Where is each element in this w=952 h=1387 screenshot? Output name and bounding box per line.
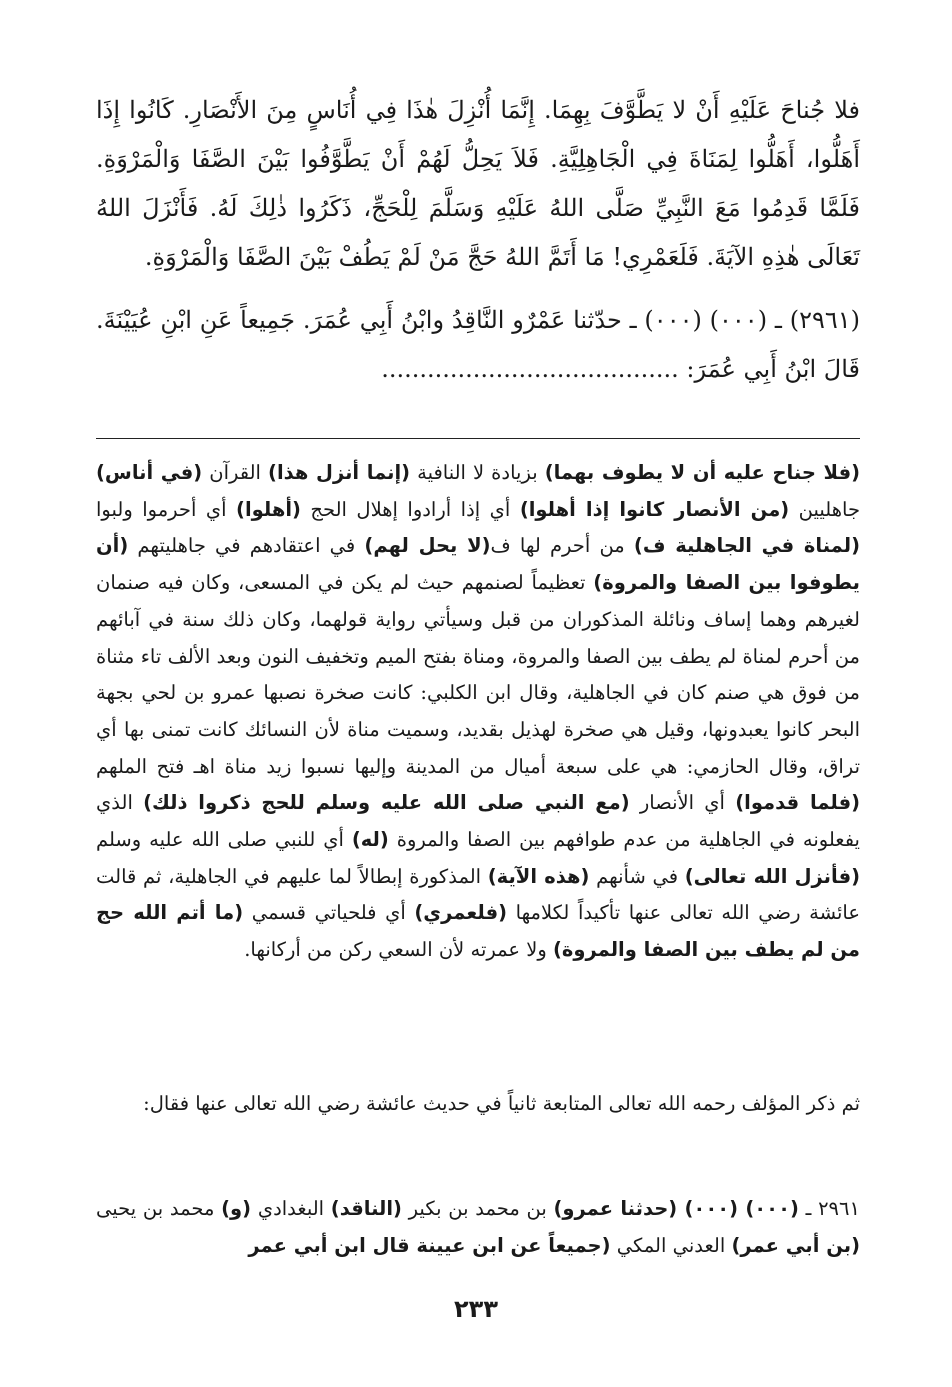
footnote-divider: [96, 438, 860, 439]
quoted-matn-segment: (أهلوا): [236, 497, 301, 521]
commentary-segment: أي للنبي صلى الله عليه وسلم: [96, 828, 352, 852]
quoted-matn-segment: (فلما قدموا): [735, 791, 860, 815]
commentary-segment: المذكورة إبطالاً لما عليهم في الجاهلية، ثم قالت عائشة رضي الله تعالى عنها تأكيداً لكلامها: [96, 864, 860, 925]
quoted-matn-segment: (فلعمري): [414, 901, 508, 925]
commentary-segment: أي فلحياتي قسمي: [243, 901, 415, 925]
commentary-segment: في اعتقادهم في جاهليتهم: [128, 534, 365, 558]
commentary-segment: بزيادة لا النافية: [410, 461, 545, 484]
commentary-segment: من أحرم لها ف: [490, 534, 634, 558]
quoted-matn-segment: (بن أبي عمر): [731, 1233, 860, 1257]
quoted-matn-segment: (٠٠٠) (٠٠٠) (حدثنا عمرو): [553, 1197, 799, 1220]
commentary-segment: القرآن: [202, 461, 269, 484]
quoted-matn-segment: (و): [221, 1197, 252, 1220]
hadith-main-text: فلا جُناحَ عَلَيْهِ أَنْ لا يَطَّوَّفَ بِهِمَا. إِنَّمَا أُنْزِلَ هٰذَا فِي أُنَاسٍ مِنَ الأَنْصَارِ. كَانُوا إِذَا أَهَلُّوا، أَهَلُّوا لِمَنَاةَ فِي الْجَاهِلِيَّةِ. فَلاَ يَحِلُّ لَهُمْ أَنْ يَطَّوَّفُوا بَيْنَ الصَّفَا وَالْمَرْوَةِ. فَلَمَّا قَدِمُوا مَعَ النَّبِيِّ صَلَّى اللهُ عَلَيْهِ وَسَلَّمَ لِلْحَجِّ، ذَكَرُوا ذٰلِكَ لَهُ. فَأَنْزَلَ اللهُ تَعَالَى هٰذِهِ الآيَةَ. فَلَعَمْرِي! مَا أَتَمَّ اللهُ حَجَّ مَنْ لَمْ يَطُفْ بَيْنَ الصَّفَا وَالْمَرْوَةِ.: [96, 96, 860, 271]
quoted-matn-segment: (الناقد): [330, 1197, 402, 1220]
commentary-segment: البغدادي: [251, 1197, 331, 1220]
hadith-chain-of-narration: (٢٩٦١) ـ (٠٠٠) (٠٠٠) ـ حدّثنا عَمْرٌو النَّاقِدُ وابْنُ أَبِي عُمَرَ. جَمِيعاً عَنِ ابْنِ عُيَيْنَةَ. قَالَ ابْنُ أَبِي عُمَرَ: .......................................: [96, 306, 860, 383]
quoted-matn-segment: (له): [351, 828, 389, 852]
page-number: ٢٣٣: [454, 1295, 498, 1323]
quoted-matn-segment: (أن يطوفوا بين الصفا والمروة): [96, 534, 861, 595]
quoted-matn-segment: (مع النبي صلى الله عليه وسلم للحج ذكروا ذلك): [143, 791, 630, 815]
quoted-matn-segment: (لا يحل لهم): [364, 534, 491, 558]
quoted-matn-segment: (هذه الآية): [487, 864, 590, 888]
commentary-segment: أي إذا أرادوا إهلال الحج: [300, 497, 520, 521]
commentary-segment: جاهليين: [789, 497, 861, 521]
commentary-intro: ثم ذكر المؤلف رحمه الله تعالى المتابعة ثانياً في حديث عائشة رضي الله تعالى عنها فقال:: [143, 1092, 860, 1115]
quoted-matn-segment: (إنما أنزل هذا): [268, 461, 411, 484]
commentary-body: [96, 455, 860, 969]
commentary-segment: تعظيماً لصنمهم حيث لم يكن في المسعى، وكان فيه صنمان لغيرهم وهما إساف ونائلة المذكوران من قبل وسيأتي رواية قولهما، وكان ذلك سنة في آبائهم من أحرم لمناة لم يطف بين الصفا والمروة، ومناة بفتح الميم وتخفيف النون وبعد الألف تاء مثناة من فوق هي صنم كان في الجاهلية، وقال ابن الكلبي: كانت صخرة نصبها عمرو بن لحي بجهة البحر كانوا يعبدونها، وقيل هي صخرة لهذيل بقديد، وسميت مناة لأن النسائك كانت تمنى بها أي تراق، وقال الحازمي: هي على سبعة أميال من المدينة وإليها نسبوا زيد مناة اهـ فتح الملهم: [96, 571, 860, 778]
quoted-matn-segment: (ما أتم الله حج من لم يطف بين الصفا والمروة): [96, 901, 860, 962]
commentary-segment: ٢٩٦١ ـ: [798, 1197, 860, 1220]
quoted-matn-segment: (من الأنصار كانوا إذا أهلوا): [519, 497, 790, 521]
commentary-segment: محمد بن يحيى: [96, 1197, 222, 1220]
commentary-segment: العدني المكي: [610, 1233, 732, 1257]
commentary-segment: أي أحرموا ولبوا: [96, 497, 237, 521]
quoted-matn-segment: (في أناس): [96, 461, 203, 484]
quoted-matn-segment: (فلا جناح عليه أن لا يطوف بهما): [544, 461, 861, 484]
commentary-segment: في شأنهم: [589, 864, 685, 888]
commentary-segment: أي الأنصار: [629, 791, 736, 815]
commentary-segment: الذي يفعلونه في الجاهلية من عدم طوافهم بين الصفا والمروة: [96, 791, 860, 852]
quoted-matn-segment: (جميعاً عن ابن عيينة قال ابن أبي عمر: [248, 1233, 611, 1257]
commentary-segment: بن محمد بن بكير: [401, 1197, 554, 1220]
quoted-matn-segment: (لمناة في الجاهلية ف): [633, 534, 860, 558]
commentary-chain: [96, 1191, 860, 1264]
commentary-segment: ولا عمرته لأن السعي ركن من أركانها.: [244, 938, 553, 962]
quoted-matn-segment: (فأنزل الله تعالى): [684, 864, 861, 888]
